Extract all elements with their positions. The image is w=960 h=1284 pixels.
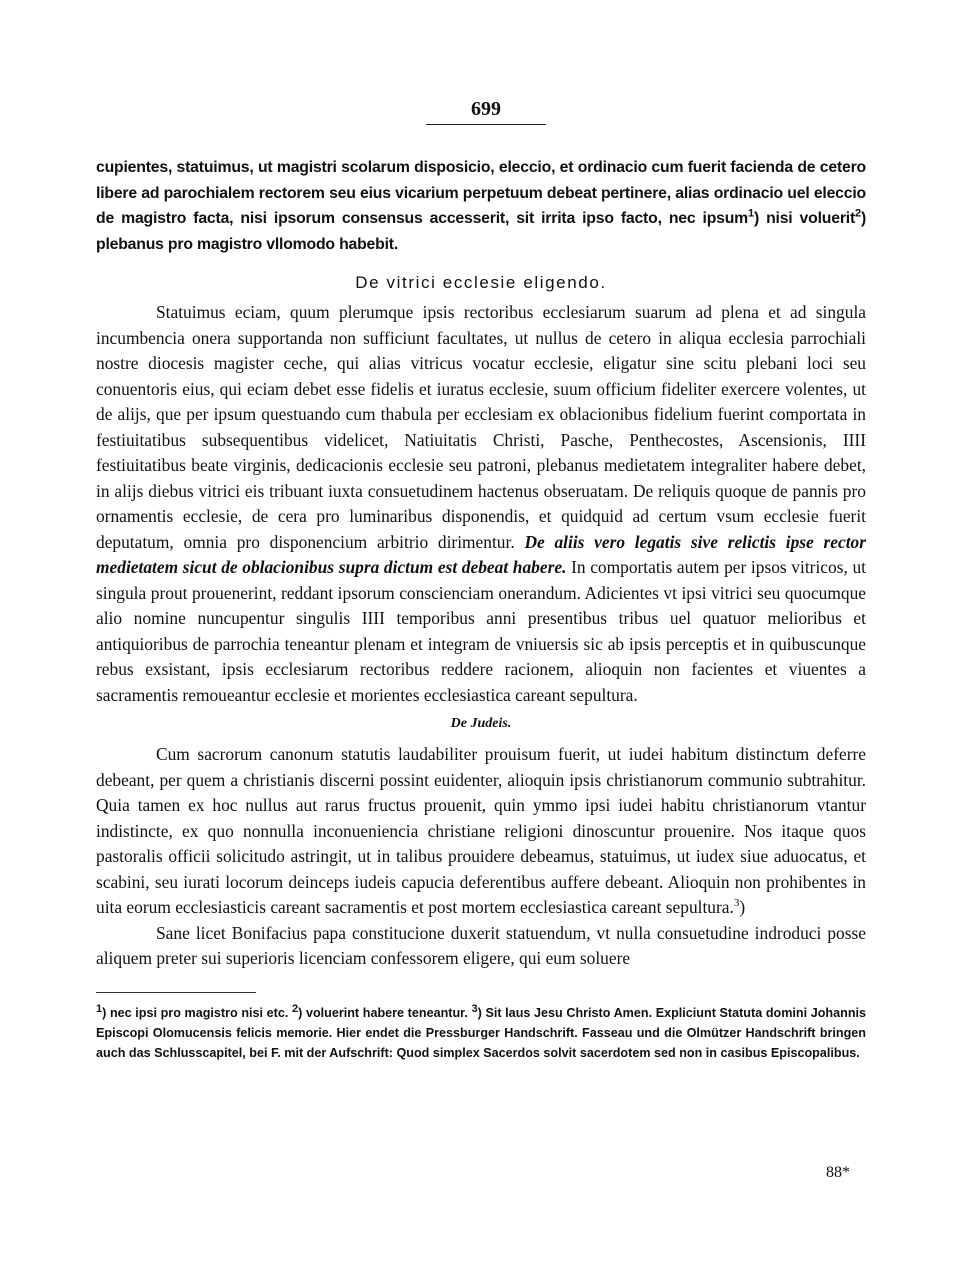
paragraph-opening: [96, 155, 866, 257]
footnote-mark-1: 1: [96, 1002, 103, 1015]
paragraph-judeis: [96, 742, 866, 921]
footnote-2: ) voluerint habere teneantur.: [298, 1005, 468, 1020]
text: ): [739, 897, 746, 917]
page-number: 699: [426, 96, 546, 125]
page: [96, 96, 866, 1063]
footnote-1: ) nec ipsi pro magistro nisi etc.: [102, 1005, 289, 1020]
footnote-ref-1: 1: [748, 207, 754, 220]
text: ) nisi voluerit: [753, 210, 856, 227]
section-heading-judeis: De Judeis.: [450, 716, 512, 731]
text: cupientes, statuimus, ut magistri scolarum disposicio, eleccio, et ordinacio cum fuerit facienda de cetero libere ad parochialem rectorem seu eius vicarium perpetuum debeat pertinere, alias ordinacio uel eleccio de magistro facta, nisi ipsorum consensus accesserit, sit irrita ipso facto, nec ipsum: [96, 159, 866, 227]
section-heading-vitrici: De vitrici ecclesie eligendo.: [355, 273, 607, 292]
footnote-ref-2: 2: [855, 207, 861, 220]
footnote-ref-3: 3: [733, 897, 740, 910]
footnote-mark-3: 3: [471, 1002, 478, 1015]
paragraph-bonifacius: Sane licet Bonifacius papa constitucione duxerit statuendum, vt nulla consuetudine indroduci posse aliquem preter sui superioris licenciam confessorem eligere, qui eum soluere: [96, 922, 866, 968]
paragraph-vitrici: [96, 300, 866, 708]
footnote-divider: [96, 992, 256, 993]
footnote-mark-2: 2: [292, 1002, 299, 1015]
text: Cum sacrorum canonum statutis laudabiliter prouisum fuerit, ut iudei habitum distinctum deferre debeant, per quem a christianis discerni possint euidenter, alioquin ipsis christianorum communio subtrahitur. Quia tamen ex hoc nullus aut rarus fructus prouenit, quin ymmo ipsi iudei habitu christianorum vtantur indistincte, ex quo nonnulla inconueniencia christiane religioni dinoscuntur prouenire. Nos itaque quos pastoralis officii solicitudo astringit, ut in talibus prouidere debeamus, statuimus, ut iudex siue aduocatus, et scabini, seu iurati locorum deinceps iudeis capucia deferentibus auffere debeant. Alioquin non prohibentes in uita eorum ecclesiasticis careant sacramentis et post mortem ecclesiastica careant sepultura.: [96, 744, 866, 917]
signature-mark: 88*: [826, 1164, 850, 1181]
footnotes: [96, 1003, 866, 1063]
text: In comportatis autem per ipsos vitricos, ut singula prout prouenerint, reddant ipsorum conscienciam onerandum. Adicientes vt ipsi vitrici seu quocumque alio nomine nuncupentur singulis IIII temporibus anni presentibus tribus uel quatuor melioribus et antiquioribus de parrochia teneantur plenam et integram de vniuersis sic ab ipsis perceptis et in quibuscunque rebus exsistant, ipsis ecclesiarum rectoribus reddere racionem, alioquin non facientes et viuentes a sacramentis remoueantur ecclesie et morientes ecclesiastica careant sepultura.: [96, 557, 866, 705]
text: Statuimus eciam, quum plerumque ipsis rectoribus ecclesiarum suarum ad plena et ad singula incumbencia onera supportanda non sufficiunt facultates, ut nullus de cetero in aliqua ecclesia parrochiali nostre diocesis magister ceche, qui alias vitricus vocatur ecclesie, eligatur sine scitu plebani loci seu conuentoris eius, qui eciam debet esse fidelis et iuratus ecclesie, suum officium fideliter exercere volentes, ut de alijs, que per ipsum questuando cum thabula per ecclesiam ex oblacionibus fidelium fuerint comportata in festiuitatibus subsequentibus videlicet, Natiuitatis Christi, Pasche, Penthecostes, Ascensionis, IIII festiuitatibus beate virginis, dedicacionis ecclesie seu patroni, plebanus medietatem integraliter habere debet, in alijs diebus vitrici eis tribuant iuxta consuetudinem hactenus obseruatam. De reliquis quoque de pannis pro ornamentis ecclesie, de cera pro luminaribus disponendis, et quidquid ad certum vsum ecclesie fuerit deputatum, omnia pro disponencium arbitrio dirimentur.: [96, 302, 866, 552]
footnote-3: ) Sit laus Jesu Christo Amen. Expliciunt Statuta domini Johannis Episcopi Olomucensis felicis memorie. Hier endet die Pressburger Handschrift. Fasseau und die Olmützer Handschrift bringen auch das Schlusscapitel, bei F. mit der Aufschrift: Quod simplex Sacerdos solvit sacerdotem sed non in casibus Episcopalibus.: [96, 1005, 867, 1060]
italic-text: De aliis vero legatis sive relictis ipse rector medietatem sicut de oblacionibus supra dictum est debeat habere.: [96, 531, 866, 577]
text: ) plebanus pro magistro vllomodo habebit.: [96, 210, 866, 253]
